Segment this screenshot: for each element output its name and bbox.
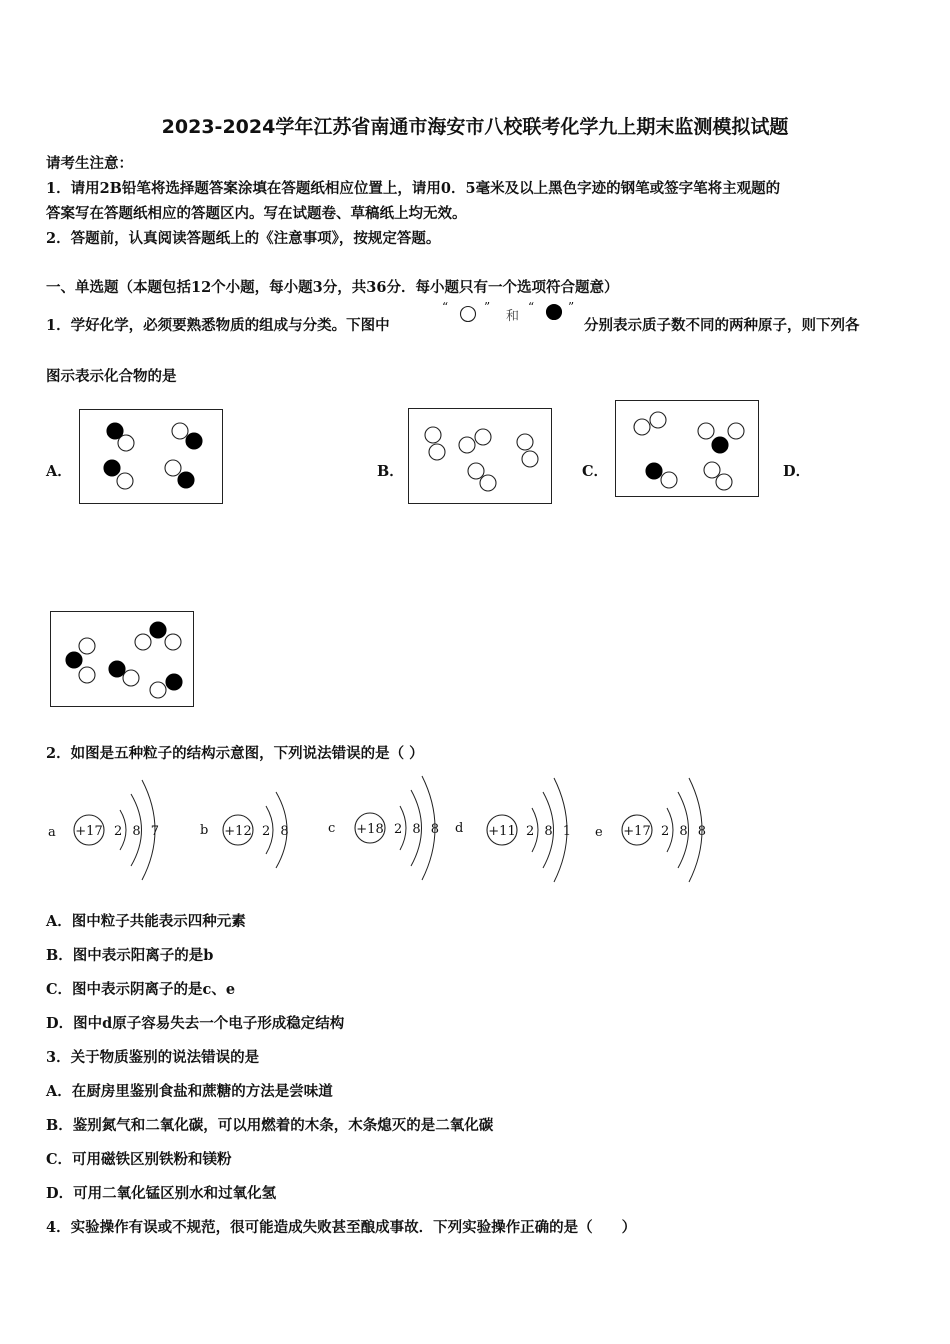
molecules-d bbox=[51, 612, 193, 706]
q1-diagram-a bbox=[79, 409, 223, 504]
particle-b-nucleus: +12 bbox=[224, 824, 252, 839]
notice-heading: 请考生注意： bbox=[46, 155, 133, 172]
particle-c-label: c bbox=[328, 821, 336, 836]
particle-d-nucleus: +11 bbox=[488, 824, 516, 839]
q2-option-a: A．图中粒子共能表示四种元素 bbox=[46, 913, 246, 930]
q1-diagram-b bbox=[408, 408, 552, 504]
legend-and: 和 bbox=[506, 309, 520, 324]
q1-stem-line2: 图示表示化合物的是 bbox=[46, 368, 177, 385]
section-heading: 一、单选题（本题包括12个小题，每小题3分，共36分．每小题只有一个选项符合题意） bbox=[46, 279, 619, 296]
q1-option-d-label: D． bbox=[783, 463, 811, 480]
q1-option-a-label: A． bbox=[46, 463, 72, 480]
q3-option-b: B．鉴别氮气和二氧化碳，可以用燃着的木条，木条熄灭的是二氧化碳 bbox=[46, 1117, 494, 1134]
particle-d bbox=[455, 778, 574, 882]
particle-d-electrons: 2 8 1 bbox=[526, 824, 575, 839]
notice-line-1b: 答案写在答题纸相应的答题区内。写在试题卷、草稿纸上均无效。 bbox=[46, 205, 467, 222]
q3-option-d: D．可用二氧化锰区别水和过氧化氢 bbox=[46, 1185, 277, 1202]
molecules-a bbox=[80, 410, 222, 503]
q3-option-a: A．在厨房里鉴别食盐和蔗糖的方法是尝味道 bbox=[46, 1083, 333, 1100]
notice-line-1a: 1．请用2B铅笔将选择题答案涂填在答题纸相应位置上，请用0．5毫米及以上黑色字迹的钢笔或签字笔将主观题的 bbox=[46, 180, 781, 197]
particle-e bbox=[595, 778, 709, 882]
q2-stem: 2．如图是五种粒子的结构示意图，下列说法错误的是（ ） bbox=[46, 745, 424, 762]
particle-a-electrons: 2 8 7 bbox=[114, 824, 163, 839]
q3-stem: 3．关于物质鉴别的说法错误的是 bbox=[46, 1049, 260, 1066]
particle-e-nucleus: +17 bbox=[623, 824, 651, 839]
legend-quote-close-2: ” bbox=[568, 300, 575, 314]
q2-particle-diagrams bbox=[40, 770, 720, 885]
legend-quote-open-2: “ bbox=[528, 300, 535, 314]
molecules-b bbox=[409, 409, 551, 503]
particle-b bbox=[200, 792, 292, 868]
particle-a bbox=[48, 780, 162, 880]
hollow-atom-icon bbox=[458, 304, 478, 324]
particle-c-electrons: 2 8 8 bbox=[394, 822, 443, 837]
notice-line-2: 2．答题前，认真阅读答题纸上的《注意事项》，按规定答题。 bbox=[46, 230, 441, 247]
particle-c bbox=[328, 776, 442, 880]
legend-quote-close: ” bbox=[484, 300, 491, 314]
legend-quote-open: “ bbox=[442, 300, 449, 314]
q3-option-c: C．可用磁铁区别铁粉和镁粉 bbox=[46, 1151, 232, 1168]
q2-option-b: B．图中表示阳离子的是b bbox=[46, 947, 214, 964]
particle-b-label: b bbox=[200, 823, 209, 838]
solid-atom-icon bbox=[544, 302, 564, 322]
particle-a-label: a bbox=[48, 825, 56, 840]
q1-diagram-c bbox=[615, 400, 759, 497]
particle-b-electrons: 2 8 bbox=[262, 824, 292, 839]
q1-option-c-label: C． bbox=[582, 463, 609, 480]
q1-stem-part2: 分别表示质子数不同的两种原子，则下列各 bbox=[584, 317, 860, 334]
q2-option-c: C．图中表示阴离子的是c、e bbox=[46, 981, 236, 998]
particle-e-label: e bbox=[595, 825, 603, 840]
page-title: 2023-2024学年江苏省南通市海安市八校联考化学九上期末监测模拟试题 bbox=[161, 116, 789, 138]
molecules-c bbox=[616, 401, 758, 496]
q1-option-b-label: B． bbox=[377, 463, 404, 480]
q1-diagram-d bbox=[50, 611, 194, 707]
particle-e-electrons: 2 8 8 bbox=[661, 824, 710, 839]
particle-d-label: d bbox=[455, 821, 464, 836]
particle-a-nucleus: +17 bbox=[75, 824, 103, 839]
q1-stem-part1: 1．学好化学，必须要熟悉物质的组成与分类。下图中 bbox=[46, 317, 390, 334]
q4-stem: 4．实验操作有误或不规范，很可能造成失败甚至酿成事故．下列实验操作正确的是（ ） bbox=[46, 1219, 637, 1236]
q2-option-d: D．图中d原子容易失去一个电子形成稳定结构 bbox=[46, 1015, 345, 1032]
particle-c-nucleus: +18 bbox=[356, 822, 384, 837]
q1-atom-legend bbox=[438, 300, 583, 330]
